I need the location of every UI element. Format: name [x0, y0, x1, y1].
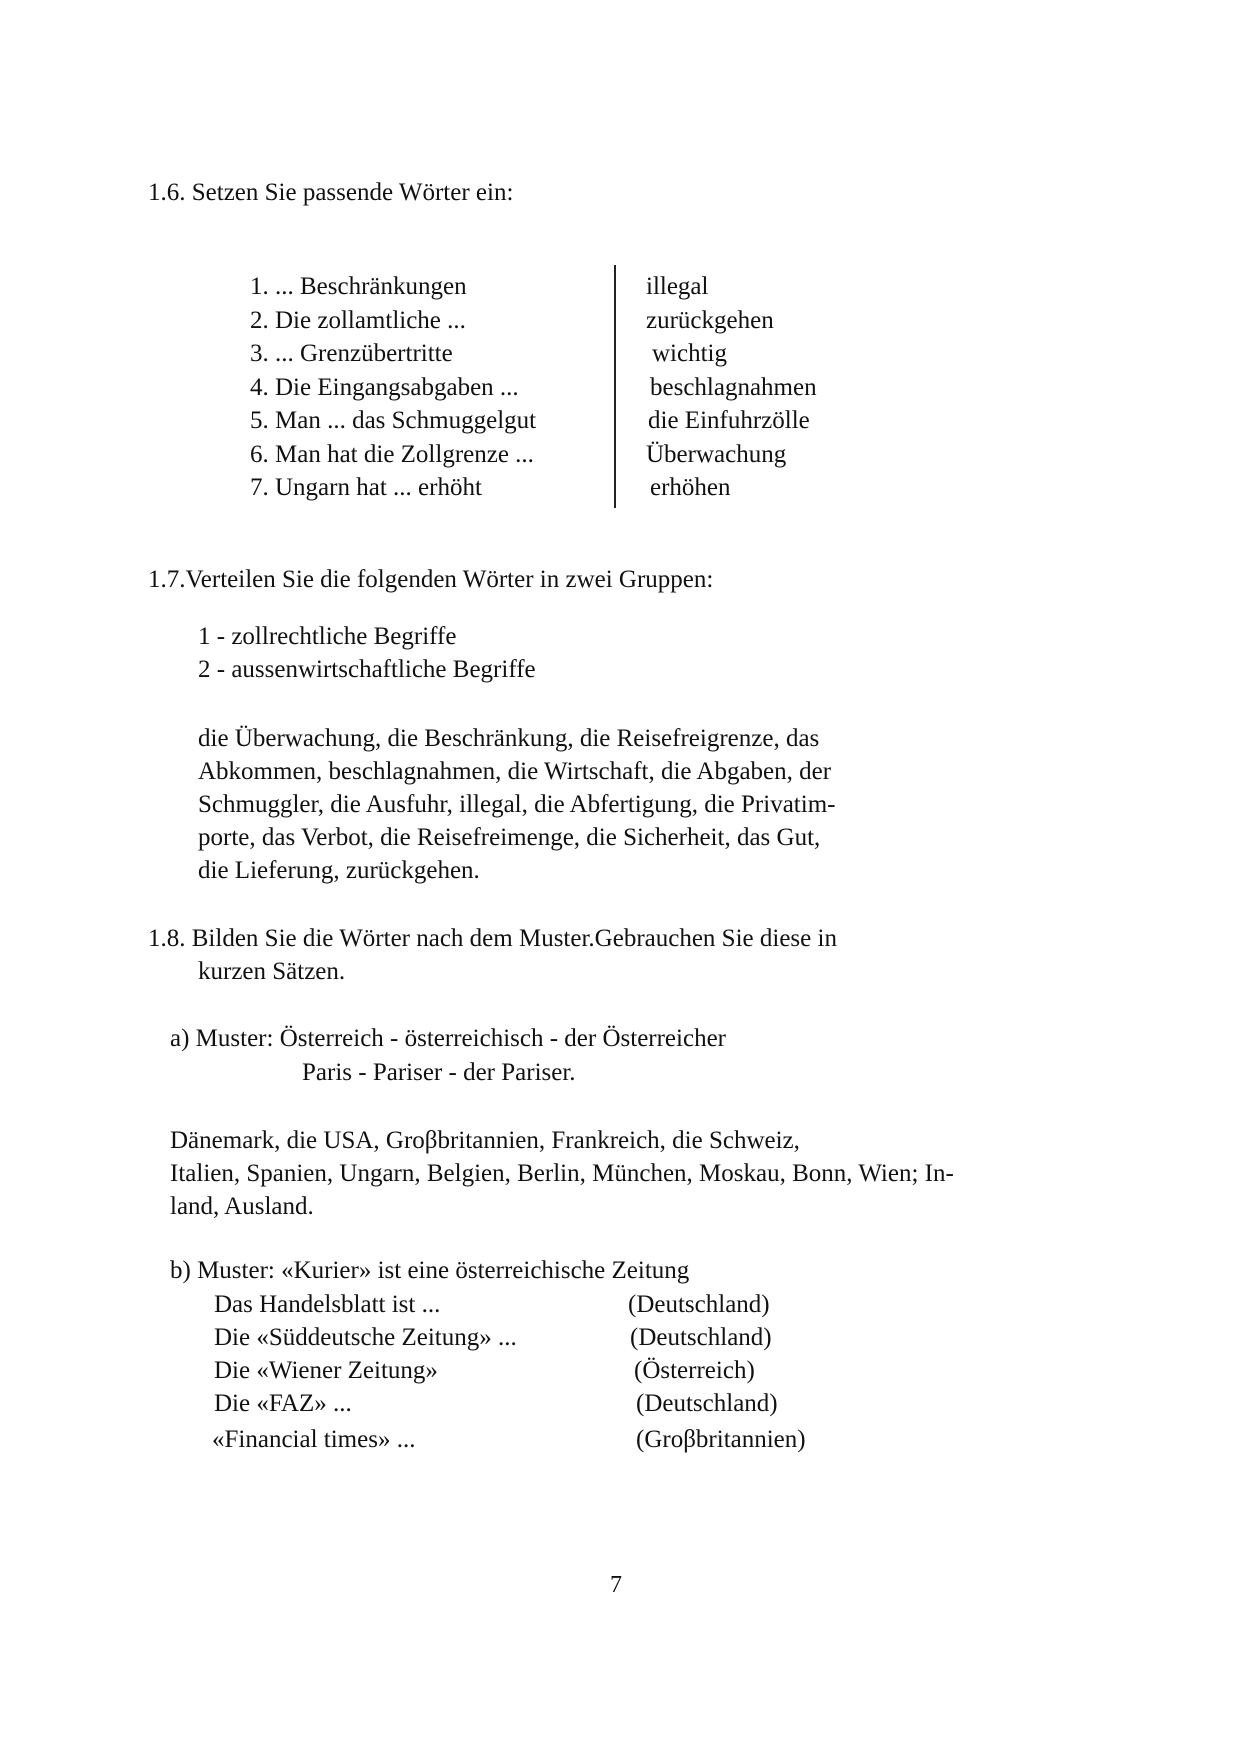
exercise-1-6-right-column	[646, 270, 817, 505]
list-item: zurückgehen	[646, 306, 774, 334]
list-item: illegal	[646, 273, 709, 300]
list-item: 2. Die zollamtliche ...	[250, 306, 466, 334]
list-item: 3. ... Grenzübertritte	[250, 340, 453, 367]
text-line: porte, das Verbot, die Reisefreimenge, die Sicherheit, das Gut,	[198, 824, 821, 851]
country-label: (Deutschland)	[636, 1390, 778, 1417]
group-label: 2 - aussenwirtschaftliche Begriffe	[198, 656, 536, 683]
text-line: Italien, Spanien, Ungarn, Belgien, Berlin, München, Moskau, Bonn, Wien; In-	[170, 1160, 954, 1187]
country-label: (Österreich)	[634, 1357, 755, 1384]
list-item: 7. Ungarn hat ... erhöht	[250, 474, 482, 501]
exercise-1-8-title: 1.8. Bilden Sie die Wörter nach dem Muster.Gebrauchen Sie diese in kurzen Sätzen.	[148, 925, 837, 985]
muster-a-example: Paris - Pariser - der Pariser.	[302, 1059, 576, 1086]
list-item: die Einfuhrzölle	[648, 407, 810, 434]
exercise-1-8-word-list	[170, 1124, 954, 1223]
text-line: Abkommen, beschlagnahmen, die Wirtschaft, die Abgaben, der	[198, 758, 832, 785]
list-item: 5. Man ... das Schmuggelgut	[250, 407, 537, 434]
list-item: 4. Die Eingangsabgaben ...	[250, 373, 519, 401]
muster-b: b) Muster: «Kurier» ist eine österreichische Zeitung	[170, 1257, 690, 1284]
group-label: 1 - zollrechtliche Begriffe	[198, 623, 457, 650]
exercise-1-7-title: 1.7.Verteilen Sie die folgenden Wörter in zwei Gruppen:	[148, 566, 714, 593]
exercise-1-7-word-list	[198, 722, 835, 887]
list-item: Die «Süddeutsche Zeitung» ...	[214, 1324, 517, 1351]
page-number: 7	[610, 1572, 622, 1598]
muster-a: a) Muster: Österreich - österreichisch - der Österreicher	[170, 1025, 726, 1052]
list-item: «Financial times» ...	[212, 1426, 416, 1453]
exercise-1-7-groups	[198, 620, 536, 686]
list-item: beschlagnahmen	[650, 373, 817, 401]
list-item: erhöhen	[650, 474, 731, 501]
list-item: Überwachung	[646, 440, 787, 468]
text-line: land, Ausland.	[170, 1193, 314, 1220]
text-line: Dänemark, die USA, Groβbritannien, Frankreich, die Schweiz,	[170, 1127, 800, 1154]
text-line: die Lieferung, zurückgehen.	[198, 857, 480, 884]
country-label: (Deutschland)	[628, 1291, 770, 1318]
text-line: die Überwachung, die Beschränkung, die Reisefreigrenze, das	[198, 725, 820, 752]
country-label: (Deutschland)	[630, 1324, 772, 1351]
list-item: 6. Man hat die Zollgrenze ...	[250, 440, 534, 468]
exercise-1-6-title: 1.6. Setzen Sie passende Wörter ein:	[148, 179, 514, 206]
list-item: Die «FAZ» ...	[214, 1390, 352, 1417]
column-divider	[614, 265, 616, 508]
country-label: (Groβbritannien)	[636, 1426, 806, 1453]
list-item: Das Handelsblatt ist ...	[214, 1291, 441, 1318]
list-item: 1. ... Beschränkungen	[250, 273, 467, 300]
list-item: Die «Wiener Zeitung»	[214, 1357, 438, 1384]
list-item: wichtig	[652, 340, 727, 367]
exercise-1-6-left-column	[250, 270, 536, 505]
text-line: Schmuggler, die Ausfuhr, illegal, die Abfertigung, die Privatim-	[198, 791, 836, 818]
